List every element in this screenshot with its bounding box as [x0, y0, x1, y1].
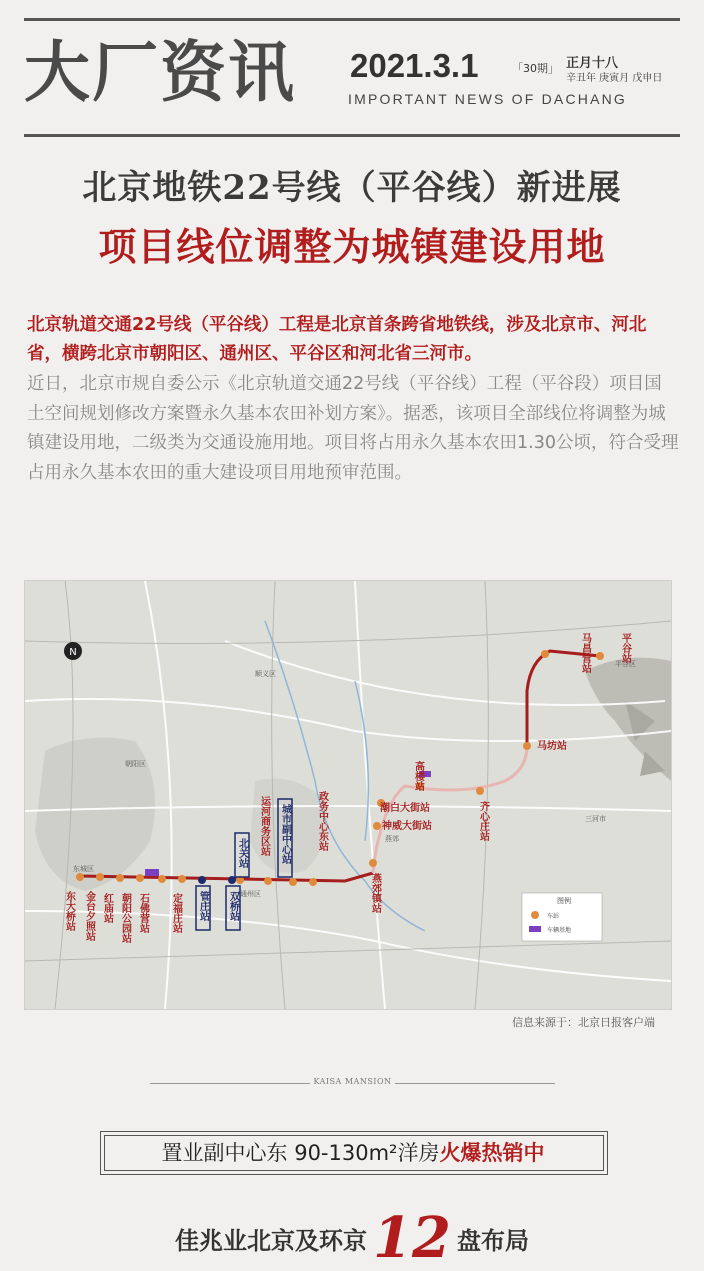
- svg-text:管庄站: 管庄站: [197, 891, 209, 921]
- issue-number: 「30期」: [512, 62, 559, 75]
- lunar-day: 正月十八: [566, 56, 619, 71]
- english-subtitle: IMPORTANT NEWS OF DACHANG: [348, 91, 628, 107]
- svg-text:朝阳区: 朝阳区: [125, 760, 146, 768]
- svg-text:政务中心东站: 政务中心东站: [316, 791, 328, 851]
- svg-text:通州区: 通州区: [240, 890, 261, 898]
- svg-text:N: N: [69, 647, 77, 658]
- svg-text:石佛营站: 石佛营站: [137, 893, 149, 933]
- svg-text:金台夕照站: 金台夕照站: [83, 891, 95, 941]
- svg-text:顺义区: 顺义区: [255, 670, 276, 678]
- svg-text:定福庄站: 定福庄站: [170, 893, 182, 933]
- top-rule: [24, 18, 680, 21]
- svg-text:平谷站: 平谷站: [619, 633, 631, 663]
- svg-text:东城区: 东城区: [73, 865, 94, 873]
- bottom-number: 12: [373, 1205, 451, 1271]
- svg-text:高楼站: 高楼站: [412, 761, 424, 791]
- divider-right: [395, 1083, 555, 1084]
- lunar-cycle: 辛丑年 庚寅月 戊申日: [566, 73, 663, 84]
- issue-date: 2021.3.1: [350, 47, 479, 84]
- svg-text:双桥站: 双桥站: [227, 891, 239, 921]
- svg-text:神威大街站: 神威大街站: [382, 821, 432, 832]
- bottom-title: [0, 1205, 704, 1271]
- headline-line2: 项目线位调整为城镇建设用地: [98, 224, 606, 269]
- svg-text:朝阳公园站: 朝阳公园站: [119, 893, 131, 943]
- svg-text:马坊站: 马坊站: [537, 741, 567, 752]
- svg-text:东大桥站: 东大桥站: [63, 891, 75, 931]
- metro-line-map: [24, 580, 672, 1010]
- map-legend: [522, 893, 602, 941]
- svg-text:马昌营站: 马昌营站: [579, 633, 591, 673]
- header-bottom-rule: [24, 134, 680, 137]
- article-body: 近日，北京市规自委公示《北京轨道交通22号线（平谷线）工程（平谷段）项目国土空间规划修改方案暨永久基本农田补划方案》。据悉，该项目全部线位将调整为城镇建设用地，二级类为交通设施用地。项目将占用永久基本农田1.30公顷，符合受理占用永久基本农田的重大建设项目用地预审范围。: [27, 374, 679, 483]
- svg-text:北关站: 北关站: [236, 838, 248, 868]
- svg-text:城市副中心站: 城市副中心站: [279, 804, 291, 864]
- promo-hot-text: 火爆热销中: [439, 1141, 545, 1165]
- svg-text:红庙站: 红庙站: [101, 893, 113, 923]
- svg-text:三河市: 三河市: [585, 815, 606, 823]
- svg-text:潮白大街站: 潮白大街站: [380, 803, 430, 814]
- divider-left: [150, 1083, 310, 1084]
- svg-text:车辆基地: 车辆基地: [547, 927, 572, 934]
- svg-text:平谷区: 平谷区: [615, 660, 636, 668]
- source-credit: 信息来源于：北京日报客户端: [512, 1016, 655, 1029]
- svg-text:图例: 图例: [557, 897, 571, 905]
- bottom-prefix: 佳兆业北京及环京: [175, 1227, 368, 1255]
- divider-label: KAISA MANSION: [313, 1077, 392, 1086]
- svg-text:燕郊镇站: 燕郊镇站: [369, 873, 381, 913]
- article-lead: 北京轨道交通22号线（平谷线）工程是北京首条跨省地铁线，涉及北京市、河北省，横跨北京市朝阳区、通州区、平谷区和河北省三河市。: [27, 315, 647, 364]
- promo-text: 置业副中心东 90-130m²洋房: [161, 1141, 440, 1165]
- svg-text:齐心庄站: 齐心庄站: [477, 801, 489, 841]
- brand-title: 大厂资讯: [24, 34, 296, 111]
- map-svg: [25, 581, 671, 1009]
- bottom-suffix: 盘布局: [456, 1227, 529, 1255]
- promo-banner: [100, 1131, 606, 1175]
- headline-line1: 北京地铁22号线（平谷线）新进展: [82, 168, 622, 208]
- svg-text:燕郊: 燕郊: [385, 835, 399, 843]
- svg-text:车站: 车站: [547, 913, 560, 920]
- svg-text:运河商务区站: 运河商务区站: [258, 796, 270, 856]
